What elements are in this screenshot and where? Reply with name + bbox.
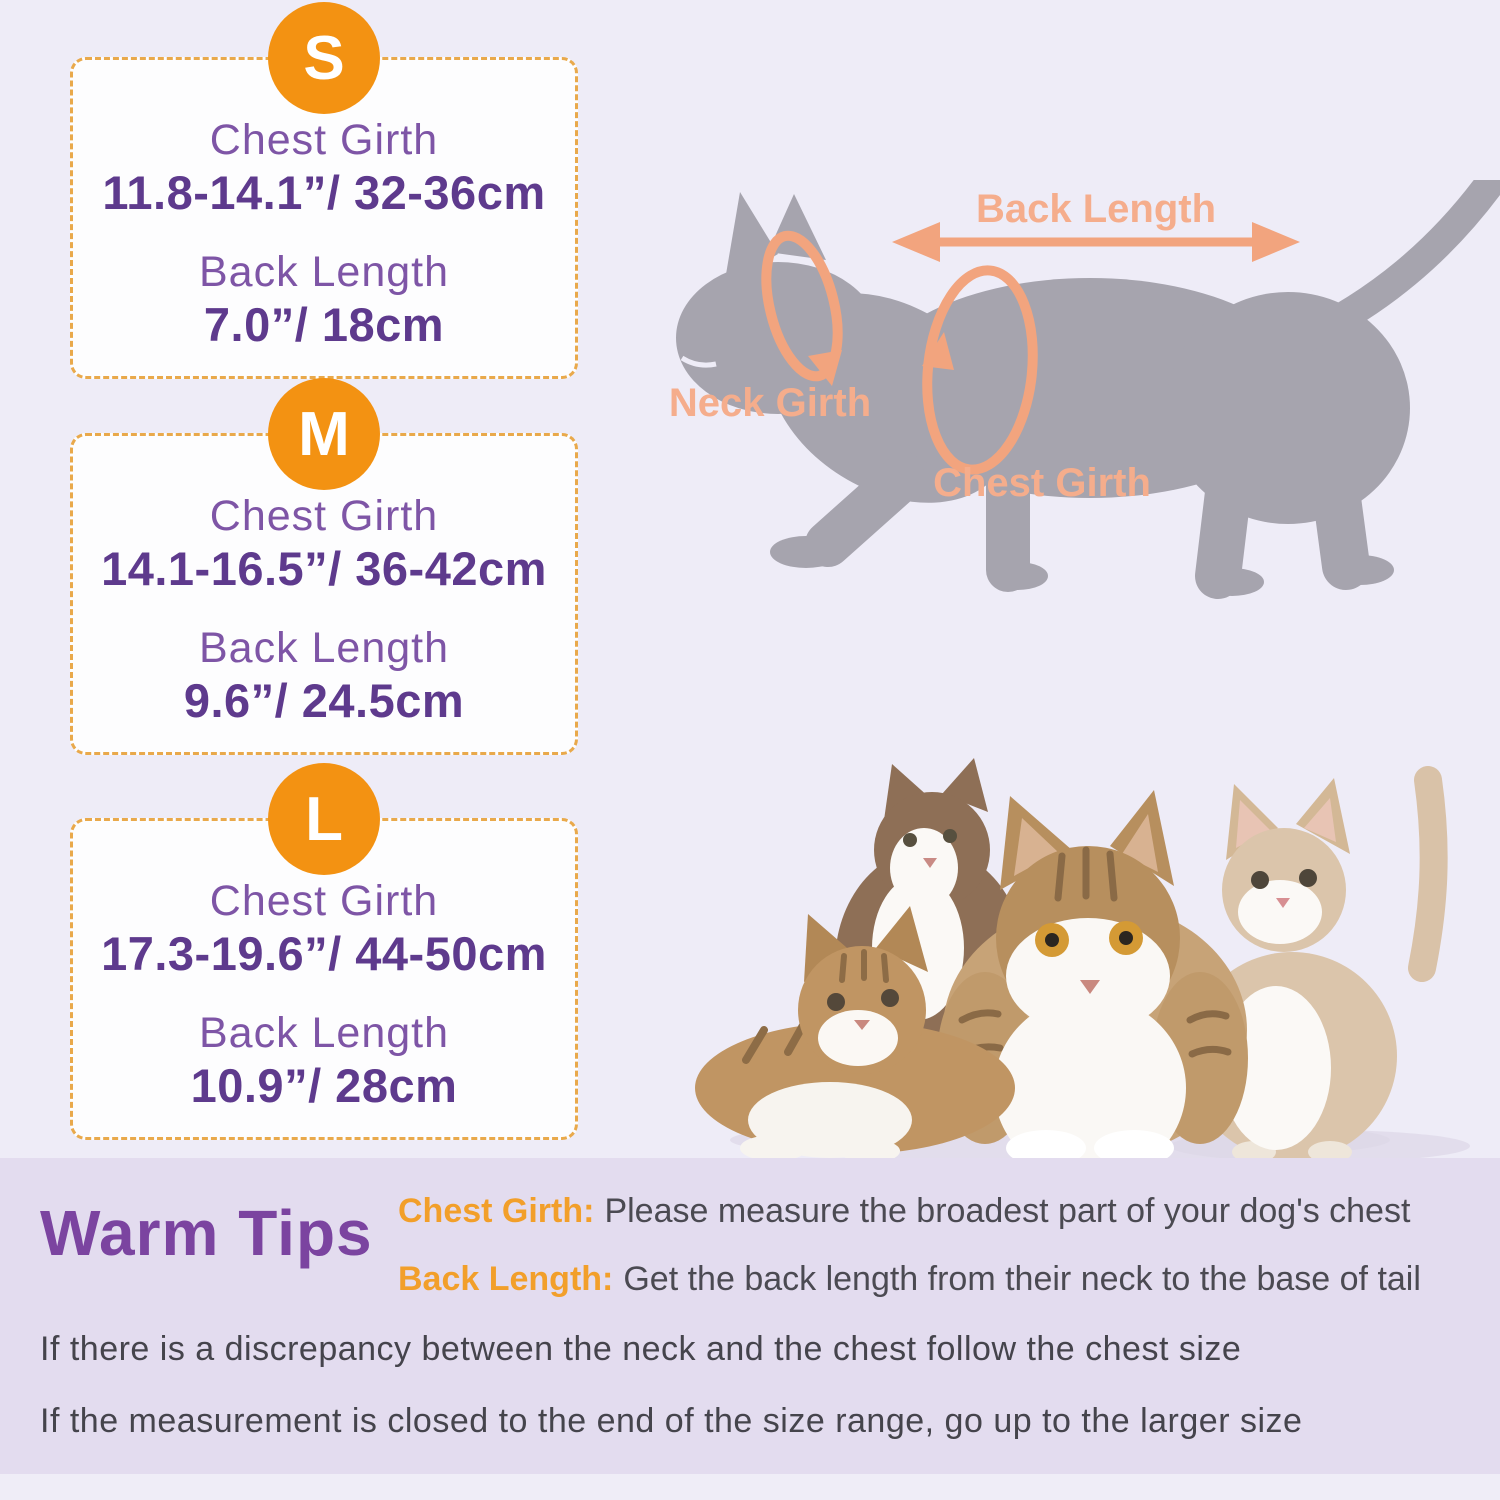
cat-ear-back	[768, 194, 826, 260]
chest-girth-value: 11.8-14.1”/ 32-36cm	[102, 166, 546, 219]
tip-chest-girth-label: Chest Girth:	[398, 1192, 595, 1230]
size-card-m	[70, 399, 578, 755]
cat-measurement-diagram	[640, 180, 1500, 620]
cats-photo	[680, 758, 1500, 1160]
tip-chest-girth-text: Please measure the broadest part of your dog's chest	[604, 1192, 1411, 1230]
back-length-label: Back Length	[198, 624, 450, 672]
cat-front-paw	[770, 536, 842, 568]
back-length-value: 7.0”/ 18cm	[203, 298, 445, 351]
size-badge-s: S	[268, 2, 380, 114]
tip-chest-girth	[398, 1192, 1410, 1231]
bottom-strip	[0, 1474, 1500, 1500]
back-length-value: 9.6”/ 24.5cm	[183, 674, 465, 727]
cat-rear-paw	[1200, 568, 1264, 596]
size-card-l	[70, 784, 578, 1140]
back-length-label: Back Length	[198, 1009, 450, 1057]
warm-tips-title: Warm Tips	[40, 1197, 373, 1269]
size-badge-l: L	[268, 763, 380, 875]
chest-girth-label: Chest Girth	[209, 877, 439, 925]
neck-girth-diagram-label: Neck Girth	[668, 381, 872, 425]
chest-girth-value: 14.1-16.5”/ 36-42cm	[101, 542, 547, 595]
back-length-label: Back Length	[198, 248, 450, 296]
cat-rear-paw-2	[1326, 555, 1394, 585]
cat-front-paw-2	[988, 562, 1048, 590]
back-length-diagram-label: Back Length	[975, 187, 1217, 231]
tip-back-length-label: Back Length:	[398, 1260, 614, 1298]
size-card-s	[70, 23, 578, 379]
cat-hindquarters	[1166, 292, 1410, 524]
tip-back-length	[398, 1260, 1421, 1299]
arrow-left-icon	[892, 222, 940, 262]
arrow-right-icon	[1252, 222, 1300, 262]
chest-girth-label: Chest Girth	[209, 116, 439, 164]
note-size-range: If the measurement is closed to the end of the size range, go up to the larger size	[40, 1402, 1303, 1440]
cat-tail	[1300, 186, 1488, 340]
back-length-value: 10.9”/ 28cm	[190, 1059, 458, 1112]
chest-girth-diagram-label: Chest Girth	[933, 461, 1151, 505]
chest-girth-value: 17.3-19.6”/ 44-50cm	[101, 927, 547, 980]
tip-back-length-text: Get the back length from their neck to the base of tail	[623, 1260, 1421, 1298]
note-discrepancy: If there is a discrepancy between the neck and the chest follow the chest size	[40, 1330, 1242, 1368]
size-badge-m: M	[268, 378, 380, 490]
chest-girth-label: Chest Girth	[209, 492, 439, 540]
